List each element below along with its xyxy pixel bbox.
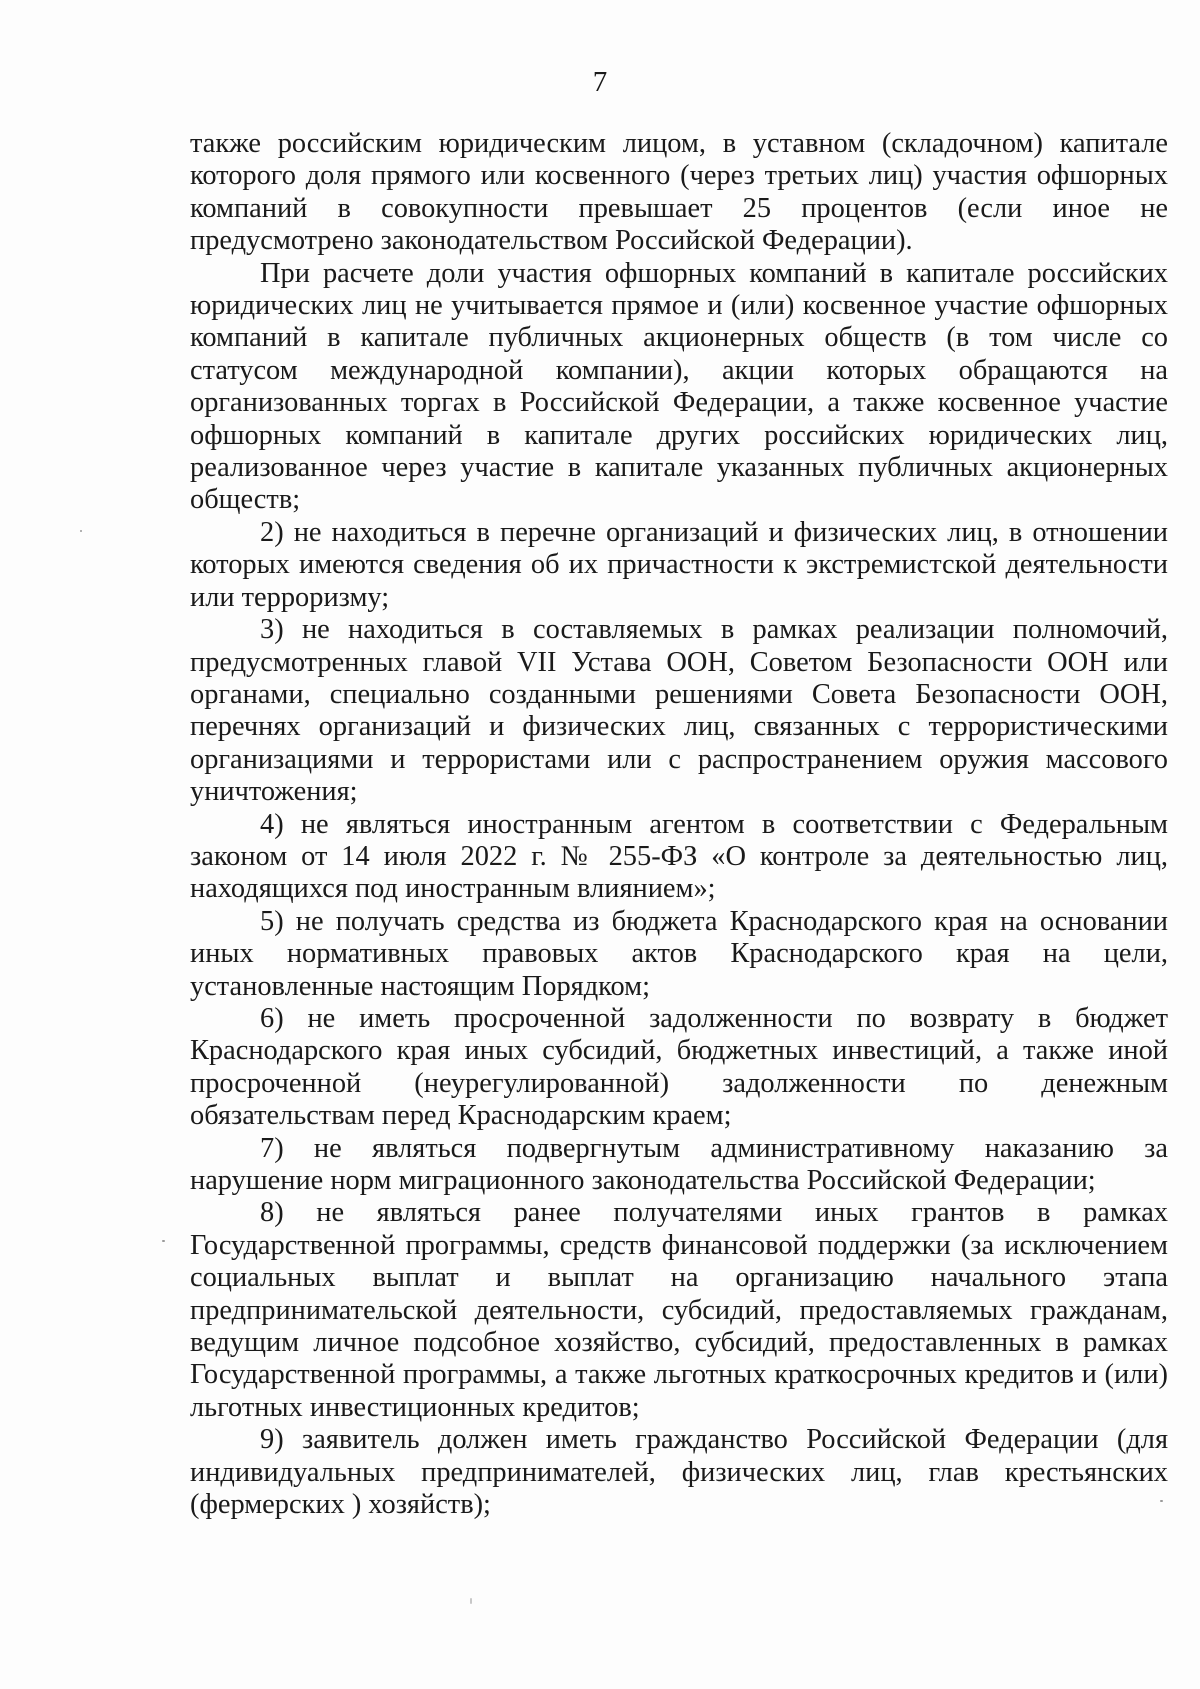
paragraph-item-9: 9) заявитель должен иметь гражданство Российской Федерации (для индивидуальных предпринимателей, физических лиц, глав крестьянских (фермерских ) хозяйств); bbox=[190, 1424, 1168, 1521]
paragraph-offshore-share: также российским юридическим лицом, в уставном (складочном) капитале которого доля прямого или косвенного (через третьих лиц) участия офшорных компаний в совокупности превышает 25 процентов (если иное не предусмотрено законодательством Российской Федерации). bbox=[190, 128, 1168, 257]
paragraph-offshore-calculation: При расчете доли участия офшорных компаний в капитале российских юридических лиц не учитывается прямое и (или) косвенное участие офшорных компаний в капитале публичных акционерных обществ (в том числе со статусом международной компании), акции которых обращаются на организованных торгах в Российской Федерации, а также косвенное участие офшорных компаний в капитале других российских юридических лиц, реализованное через участие в капитале указанных публичных акционерных обществ; bbox=[190, 257, 1168, 516]
paragraph-item-7: 7) не являться подвергнутым административному наказанию за нарушение норм миграционного законодательства Российской Федерации; bbox=[190, 1132, 1168, 1196]
scan-speck bbox=[470, 1598, 472, 1604]
paragraph-item-2: 2) не находиться в перечне организаций и физических лиц, в отношении которых имеются сведения об их причастности к экстремистской деятельности или терроризму; bbox=[190, 516, 1168, 613]
paragraph-item-6: 6) не иметь просроченной задолженности по возврату в бюджет Краснодарского края иных субсидий, бюджетных инвестиций, а также иной просроченной (неурегулированной) задолженности по денежным обязательствам перед Краснодарским краем; bbox=[190, 1002, 1168, 1132]
page-number: 7 bbox=[592, 66, 608, 98]
paragraph-item-8: 8) не являться ранее получателями иных грантов в рамках Государственной программы, средств финансовой поддержки (за исключением социальных выплат и выплат на организацию начального этапа предпринимательской деятельности, субсидий, предоставляемых гражданам, ведущим личное подсобное хозяйство, субсидий, предоставленных в рамках Государственной программы, а также льготных краткосрочных кредитов и (или) льготных инвестиционных кредитов; bbox=[190, 1197, 1168, 1423]
scan-speck bbox=[1160, 1500, 1163, 1502]
scan-speck bbox=[80, 530, 82, 532]
document-body bbox=[190, 128, 1168, 1521]
scan-speck bbox=[162, 1240, 165, 1242]
paragraph-item-3: 3) не находиться в составляемых в рамках реализации полномочий, предусмотренных главой VII Устава ООН, Советом Безопасности ООН или органами, специально созданными решениями Совета Безопасности ООН, перечнях организаций и физических лиц, связанных с террористическими организациями и террористами или с распространением оружия массового уничтожения; bbox=[190, 614, 1168, 808]
paragraph-item-5: 5) не получать средства из бюджета Краснодарского края на основании иных нормативных правовых актов Краснодарского края на цели, установленные настоящим Порядком; bbox=[190, 905, 1168, 1002]
paragraph-item-4: 4) не являться иностранным агентом в соответствии с Федеральным законом от 14 июля 2022 г. № 255-ФЗ «О контроле за деятельностью лиц, находящихся под иностранным влиянием»; bbox=[190, 808, 1168, 905]
